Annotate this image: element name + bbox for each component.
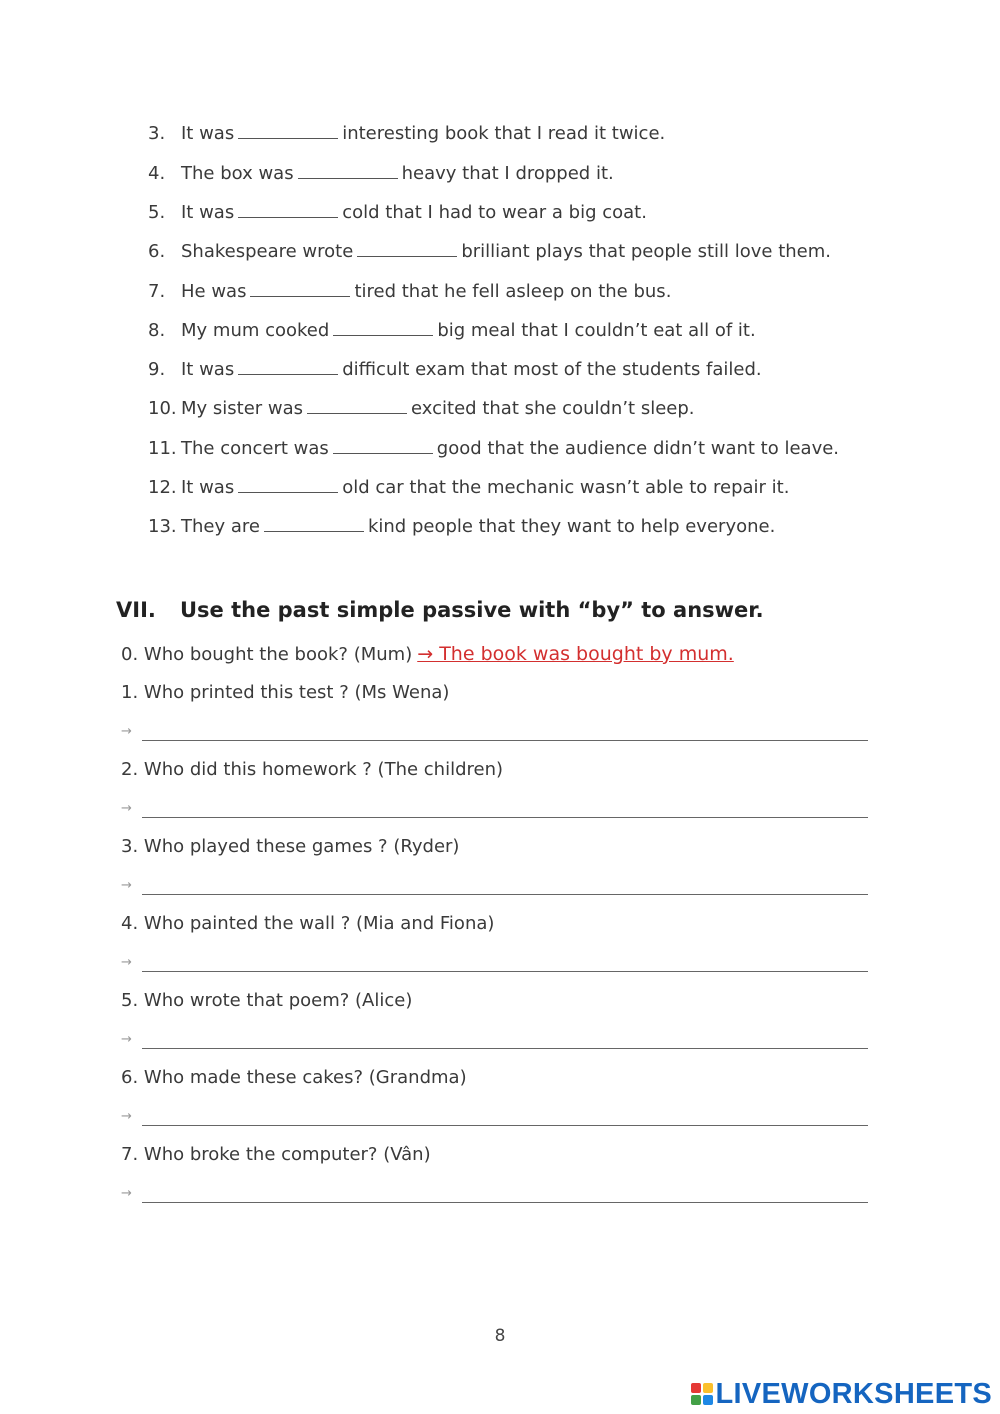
- passive-question: 4. Who painted the wall ? (Mia and Fiona): [121, 913, 495, 934]
- exercise-item: [148, 515, 775, 539]
- answer-blank[interactable]: [333, 320, 433, 336]
- passive-question: 2. Who did this homework ? (The children): [121, 759, 504, 780]
- logo-square: [703, 1383, 713, 1393]
- item-number: 7.: [148, 281, 166, 302]
- exercise-item: [148, 162, 614, 186]
- item-text-after: cold that I had to wear a big coat.: [342, 202, 647, 223]
- arrow-icon: →: [121, 878, 132, 893]
- passive-question: 3. Who played these games ? (Ryder): [121, 836, 460, 857]
- exercise-item: [148, 240, 831, 264]
- item-text-after: tired that he fell asleep on the bus.: [354, 281, 672, 302]
- answer-blank[interactable]: [307, 398, 407, 414]
- logo-text: LIVEWORKSHEETS: [715, 1377, 992, 1410]
- answer-line[interactable]: [142, 740, 868, 741]
- item-text-after: excited that she couldn’t sleep.: [411, 398, 695, 419]
- page-number: 8: [494, 1326, 506, 1346]
- item-text-after: heavy that I dropped it.: [401, 163, 614, 184]
- item-number: 8.: [148, 320, 166, 341]
- answer-line[interactable]: [142, 1202, 868, 1203]
- exercise-item: [148, 122, 665, 146]
- answer-blank[interactable]: [238, 123, 338, 139]
- example-question: 0. Who bought the book? (Mum): [121, 644, 413, 665]
- answer-line[interactable]: [142, 1125, 868, 1126]
- item-text-before: It was: [181, 123, 235, 144]
- item-text-after: brilliant plays that people still love them.: [461, 241, 831, 262]
- arrow-icon: →: [121, 955, 132, 970]
- exercise-item: [148, 280, 671, 304]
- answer-blank[interactable]: [238, 202, 338, 218]
- exercise-item: [148, 476, 789, 500]
- item-number: 6.: [148, 241, 166, 262]
- item-number: 5.: [148, 202, 166, 223]
- item-number: 9.: [148, 359, 166, 380]
- section-title: Use the past simple passive with “by” to answer.: [180, 598, 764, 622]
- answer-line[interactable]: [142, 817, 868, 818]
- item-text-before: It was: [181, 477, 235, 498]
- passive-question: 6. Who made these cakes? (Grandma): [121, 1067, 467, 1088]
- arrow-icon: →: [121, 1109, 132, 1124]
- passive-question: 5. Who wrote that poem? (Alice): [121, 990, 413, 1011]
- item-number: 13.: [148, 516, 177, 537]
- item-text-before: It was: [181, 202, 235, 223]
- item-text-after: big meal that I couldn’t eat all of it.: [437, 320, 756, 341]
- answer-blank[interactable]: [357, 241, 457, 257]
- item-number: 4.: [148, 163, 166, 184]
- logo-square: [691, 1383, 701, 1393]
- answer-blank[interactable]: [298, 163, 398, 179]
- answer-line[interactable]: [142, 971, 868, 972]
- arrow-icon: →: [121, 1032, 132, 1047]
- item-text-before: My mum cooked: [181, 320, 330, 341]
- answer-blank[interactable]: [238, 359, 338, 375]
- item-text-before: They are: [181, 516, 260, 537]
- exercise-item: [148, 201, 647, 225]
- section-heading: [116, 598, 764, 622]
- exercise-item: [148, 437, 839, 461]
- item-text-before: Shakespeare wrote: [181, 241, 354, 262]
- logo-square: [691, 1395, 701, 1405]
- answer-line[interactable]: [142, 1048, 868, 1049]
- arrow-icon: →: [121, 801, 132, 816]
- item-number: 11.: [148, 438, 177, 459]
- item-text-after: good that the audience didn’t want to leave.: [436, 438, 840, 459]
- passive-question: 7. Who broke the computer? (Vân): [121, 1144, 431, 1165]
- liveworksheets-logo: [691, 1376, 993, 1412]
- item-number: 3.: [148, 123, 166, 144]
- item-text-before: It was: [181, 359, 235, 380]
- item-number: 10.: [148, 398, 177, 419]
- item-text-before: The box was: [181, 163, 294, 184]
- item-text-before: He was: [181, 281, 247, 302]
- section-numeral: VII.: [116, 598, 156, 622]
- logo-mark-icon: [691, 1383, 713, 1405]
- arrow-icon: →: [121, 1186, 132, 1201]
- item-text-before: The concert was: [181, 438, 329, 459]
- example-item: [121, 643, 734, 665]
- item-text-before: My sister was: [181, 398, 304, 419]
- item-number: 12.: [148, 477, 177, 498]
- passive-question: 1. Who printed this test ? (Ms Wena): [121, 682, 450, 703]
- answer-blank[interactable]: [238, 477, 338, 493]
- answer-blank[interactable]: [333, 438, 433, 454]
- answer-blank[interactable]: [250, 281, 350, 297]
- example-answer: → The book was bought by mum.: [417, 643, 734, 665]
- answer-blank[interactable]: [264, 516, 364, 532]
- logo-square: [703, 1395, 713, 1405]
- item-text-after: interesting book that I read it twice.: [342, 123, 666, 144]
- answer-line[interactable]: [142, 894, 868, 895]
- item-text-after: difficult exam that most of the students failed.: [342, 359, 762, 380]
- exercise-item: [148, 319, 756, 343]
- exercise-item: [148, 358, 762, 382]
- exercise-item: [148, 397, 695, 421]
- arrow-icon: →: [121, 724, 132, 739]
- item-text-after: old car that the mechanic wasn’t able to repair it.: [342, 477, 790, 498]
- item-text-after: kind people that they want to help everyone.: [367, 516, 776, 537]
